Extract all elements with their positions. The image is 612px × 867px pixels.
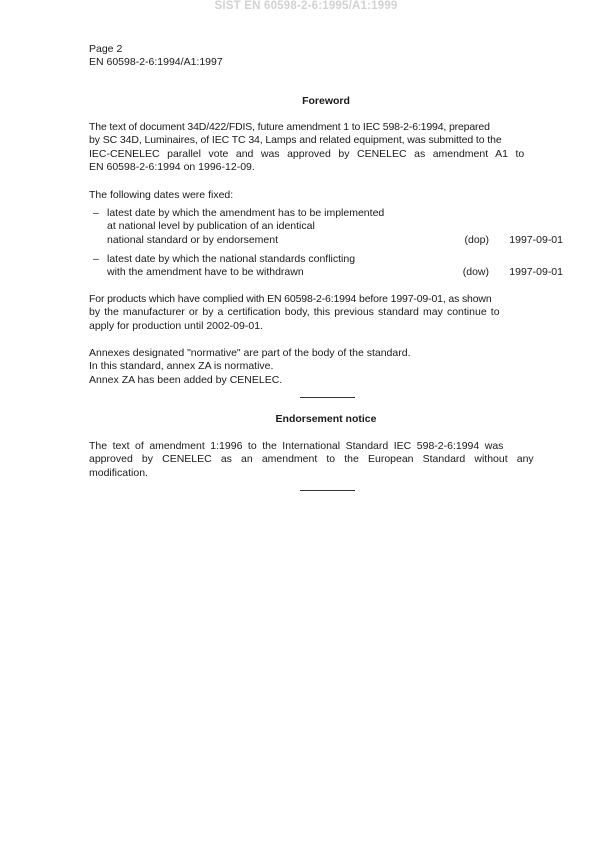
- foreword-title: Foreword: [302, 95, 350, 107]
- date-value: 1997-09-01: [509, 266, 563, 279]
- date-code: (dop): [464, 233, 489, 246]
- watermark: SIST EN 60598-2-6:1995/A1:1999: [214, 0, 398, 12]
- text-line: modification.: [89, 466, 148, 479]
- date-item-dop: [93, 207, 563, 247]
- text-line: Annexes designated "normative" are part of the body of the standard.: [89, 347, 411, 359]
- text-line: by SC 34D, Luminaires, of IEC TC 34, Lamps and related equipment, was submitted to the: [89, 134, 502, 147]
- text-line: For products which have complied with EN 60598-2-6:1994 before 1997-09-01, as shown: [89, 293, 492, 305]
- endorsement-title: Endorsement notice: [275, 413, 377, 425]
- text-line: by the manufacturer or by a certification body, this previous standard may continue to: [89, 306, 500, 319]
- text-line: at national level by publication of an identical: [107, 220, 315, 233]
- date-code: (dow): [462, 266, 489, 279]
- section-divider: [300, 490, 355, 491]
- text-line: latest date by which the amendment has to be implemented: [107, 207, 385, 219]
- text-line: The text of amendment 1:1996 to the International Standard IEC 598-2-6:1994 was: [89, 440, 504, 452]
- foreword-intro-paragraph: [89, 121, 563, 175]
- text-line: with the amendment have to be withdrawn: [107, 266, 304, 279]
- page-header: [89, 43, 223, 69]
- text-line: apply for production until 2002-09-01.: [89, 319, 263, 332]
- text-line: latest date by which the national standards conflicting: [107, 253, 356, 265]
- text-line: approved by CENELEC as an amendment to the European Standard without any: [89, 453, 534, 466]
- text-line: national standard or by endorsement: [107, 233, 279, 246]
- dates-intro: The following dates were fixed:: [89, 189, 234, 201]
- page-number: Page 2: [89, 43, 123, 55]
- annex-paragraph: [89, 347, 563, 387]
- date-value: 1997-09-01: [509, 233, 563, 246]
- text-line: Annex ZA has been added by CENELEC.: [89, 373, 283, 386]
- text-line: The text of document 34D/422/FDIS, future amendment 1 to IEC 598-2-6:1994, prepared: [89, 121, 490, 133]
- standard-reference: EN 60598-2-6:1994/A1:1997: [89, 56, 223, 68]
- text-line: IEC-CENELEC parallel vote and was approved by CENELEC as amendment A1 to: [89, 147, 525, 160]
- text-line: EN 60598-2-6:1994 on 1996-12-09.: [89, 161, 255, 174]
- endorsement-paragraph: [89, 440, 563, 480]
- dash-marker: –: [93, 207, 99, 219]
- products-paragraph: [89, 293, 563, 333]
- date-item-dow: [93, 253, 563, 280]
- section-divider: [300, 397, 355, 398]
- text-line: In this standard, annex ZA is normative.: [89, 360, 274, 373]
- dash-marker: –: [93, 253, 99, 265]
